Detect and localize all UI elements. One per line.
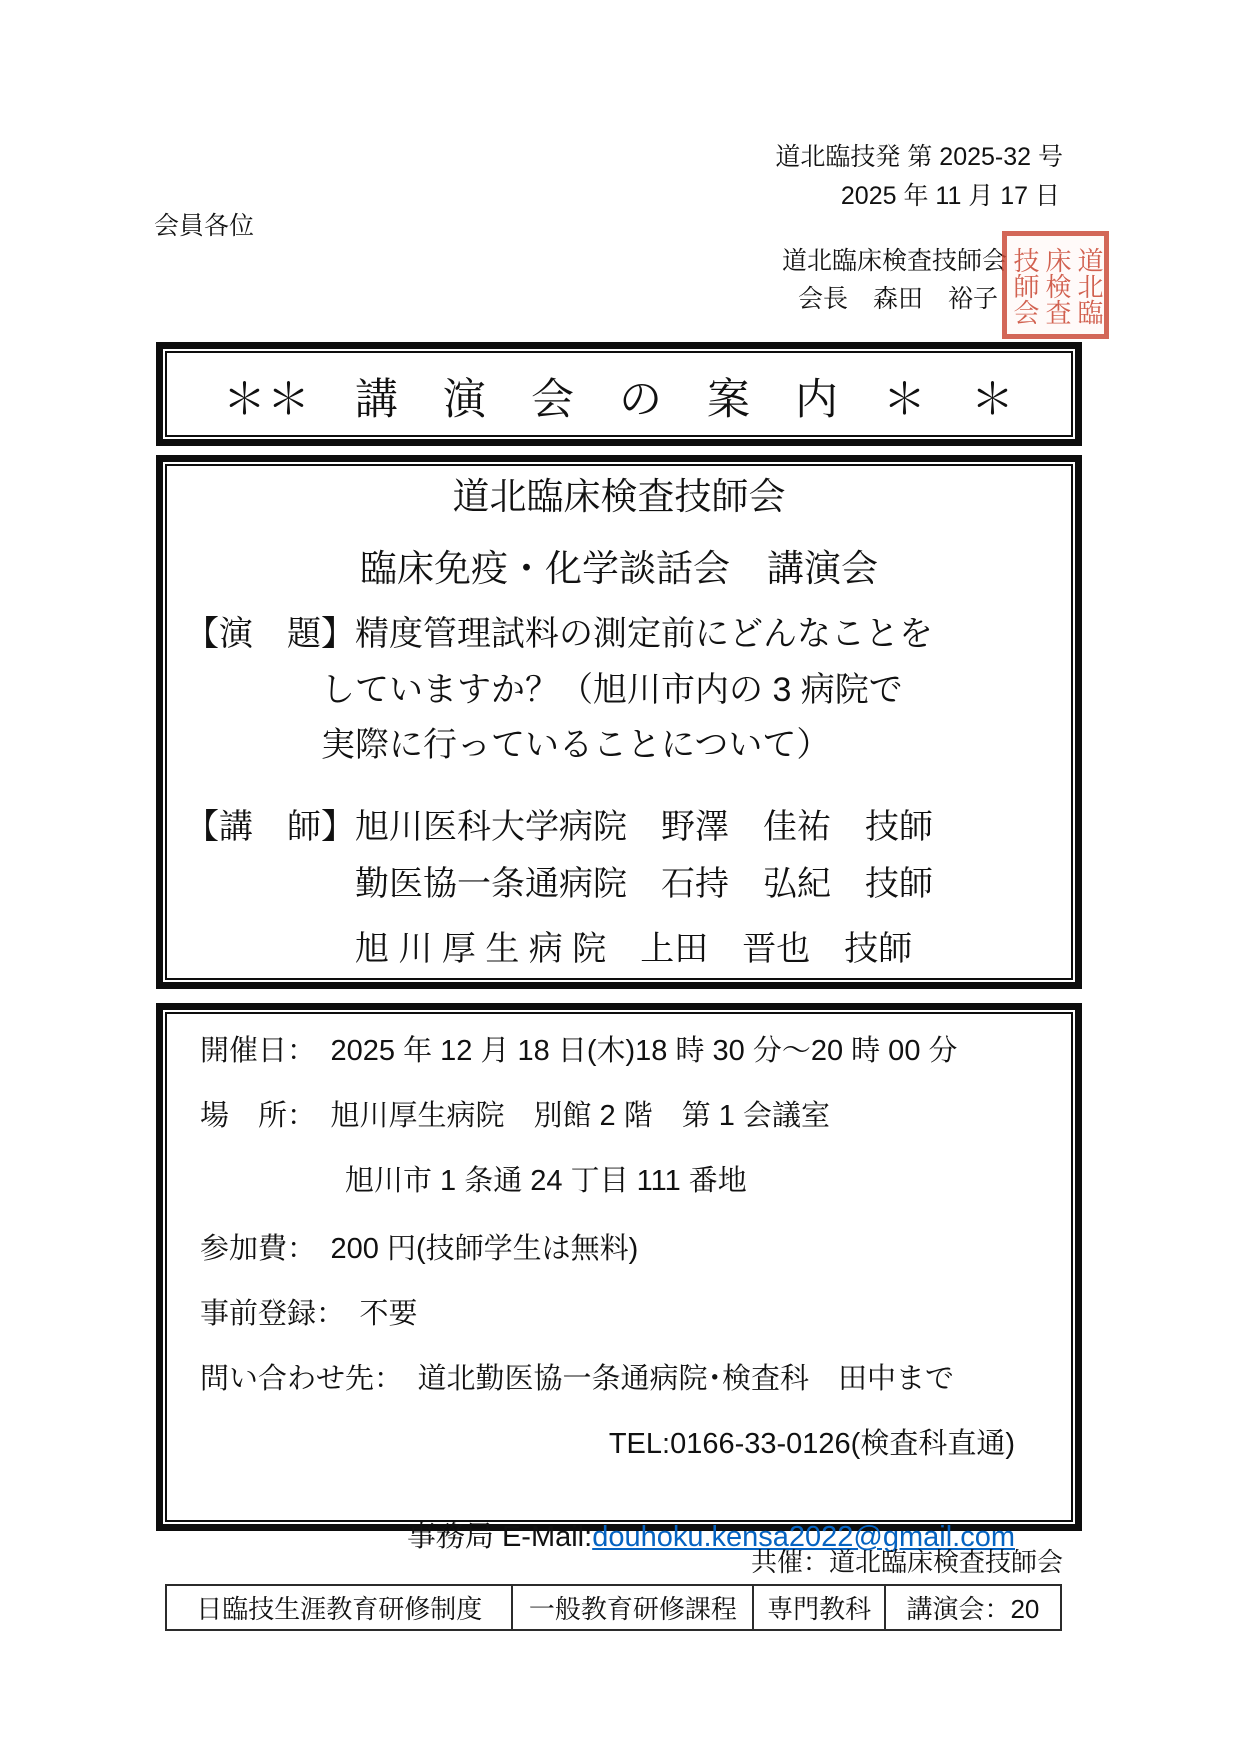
seal-text: 道北臨床検査技師会: [1010, 246, 1103, 325]
lecture-topic-line-1: 【演 題】精度管理試料の測定前にどんなことを: [185, 615, 933, 653]
lecture-org-heading: 道北臨床検査技師会: [452, 476, 786, 517]
edu-table-cell-system: 日臨技生涯教育研修制度: [167, 1586, 513, 1629]
document-date: 2025 年 11 月 17 日: [840, 182, 1060, 210]
lecture-meeting-heading: 臨床免疫・化学談話会 講演会: [360, 548, 878, 589]
document-number: 道北臨技発 第 2025-32 号: [775, 143, 1063, 171]
lecture-speaker-line-1: 【講 師】旭川医科大学病院 野澤 佳祐 技師: [185, 808, 933, 846]
lecture-topic-line-3: 実際に行っていることについて）: [185, 726, 831, 764]
detail-row-registration: 事前登録： 不要: [200, 1298, 418, 1330]
detail-row-address: 旭川市 1 条通 24 丁目 111 番地: [200, 1165, 747, 1197]
addressee: 会員各位: [154, 212, 255, 240]
cosponsor-note: 共催：道北臨床検査技師会: [750, 1547, 1063, 1577]
sender-president-name: 会長 森田 裕子: [797, 285, 998, 313]
edu-table-cell-subject: 専門教科: [754, 1586, 885, 1629]
edu-table-cell-points: 講演会：20: [906, 1594, 1040, 1624]
lecture-speaker-line-2: 勤医協一条通病院 石持 弘紀 技師: [185, 865, 933, 903]
official-seal-stamp-icon: [1002, 231, 1109, 339]
detail-row-event-date: 開催日： 2025 年 12 月 18 日(木)18 時 30 分～20 時 00 分: [200, 1035, 958, 1067]
sender-organization: 道北臨床検査技師会: [781, 247, 1007, 275]
edu-table-cell-course: 一般教育研修課程: [513, 1586, 754, 1629]
email-label: 事務局 E-Mail:: [406, 1521, 593, 1553]
education-credit-table: [165, 1584, 1062, 1631]
lecture-speaker-line-3: 旭 川 厚 生 病 院 上田 晋也 技師: [185, 930, 913, 968]
detail-row-venue: 場 所： 旭川厚生病院 別館 2 階 第 1 会議室: [200, 1100, 830, 1132]
email-link[interactable]: douhoku.kensa2022@gmail.com: [592, 1521, 1015, 1553]
detail-row-fee: 参加費： 200 円(技師学生は無料): [200, 1233, 639, 1265]
detail-row-contact: 問い合わせ先： 道北勤医協一条通病院･検査科 田中まで: [200, 1363, 955, 1395]
lecture-topic-line-2: していますか？（旭川市内の 3 病院で: [185, 671, 903, 709]
page-title: ＊＊ 講 演 会 の 案 内 ＊ ＊: [223, 376, 1015, 424]
detail-telephone: TEL:0166-33-0126(検査科直通): [608, 1428, 1015, 1460]
